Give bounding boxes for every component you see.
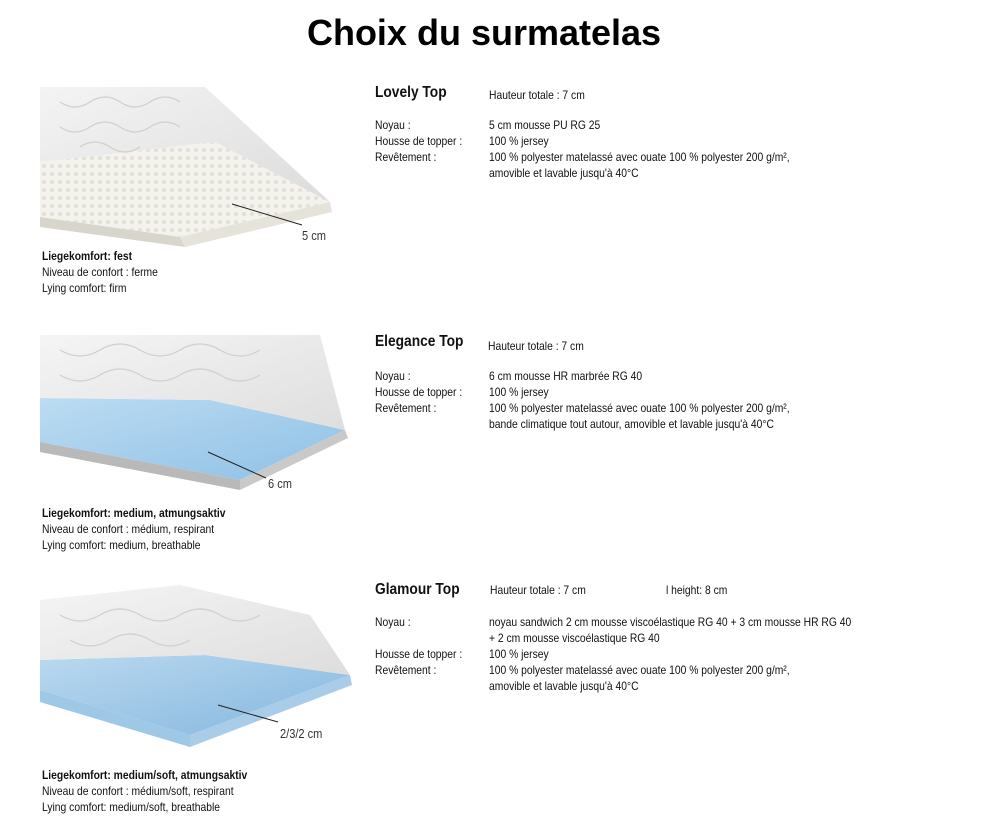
- spec-value: amovible et lavable jusqu'à 40°C: [489, 679, 639, 693]
- spec-value: 6 cm mousse HR marbrée RG 40: [489, 369, 643, 383]
- total-height-extra: l height: 8 cm: [666, 583, 728, 597]
- product-name-elegance-top: Elegance Top: [375, 333, 464, 350]
- comfort-en: Lying comfort: medium, breathable: [42, 538, 201, 552]
- glamour-top-image: [40, 585, 360, 755]
- thickness-label: 2/3/2 cm: [280, 726, 323, 741]
- elegance-top-image: [40, 330, 360, 500]
- spec-value: 100 % jersey: [489, 647, 549, 661]
- total-height: Hauteur totale : 7 cm: [490, 583, 586, 597]
- spec-value: amovible et lavable jusqu'à 40°C: [489, 166, 639, 180]
- total-height: Hauteur totale : 7 cm: [489, 88, 585, 102]
- spec-label: Revêtement :: [375, 663, 437, 677]
- spec-value: 100 % jersey: [489, 385, 549, 399]
- product-name-lovely-top: Lovely Top: [375, 84, 447, 101]
- comfort-de: Liegekomfort: medium, atmungsaktiv: [42, 506, 226, 520]
- comfort-en: Lying comfort: firm: [42, 281, 127, 295]
- lovely-top-specs: [375, 117, 839, 181]
- spec-value: 5 cm mousse PU RG 25: [489, 118, 601, 132]
- spec-value: 100 % jersey: [489, 134, 549, 148]
- comfort-fr: Niveau de confort : médium/soft, respirant: [42, 784, 234, 798]
- spec-label: Noyau :: [375, 615, 411, 629]
- spec-value: 100 % polyester matelassé avec ouate 100 % polyester 200 g/m²,: [489, 401, 790, 415]
- spec-label: Housse de topper :: [375, 134, 463, 148]
- lovely-top-image: [40, 82, 360, 252]
- lovely-top-comfort: [42, 248, 158, 296]
- thickness-label: 6 cm: [268, 476, 292, 491]
- comfort-de: Liegekomfort: fest: [42, 249, 133, 263]
- elegance-top-specs: [375, 368, 839, 432]
- spec-label: Revêtement :: [375, 150, 437, 164]
- page-title: Choix du surmatelas: [306, 12, 662, 53]
- glamour-top-comfort: [42, 767, 247, 815]
- comfort-fr: Niveau de confort : ferme: [42, 265, 158, 279]
- spec-label: Housse de topper :: [375, 647, 463, 661]
- spec-label: Housse de topper :: [375, 385, 463, 399]
- spec-label: Noyau :: [375, 118, 411, 132]
- product-name-glamour-top: Glamour Top: [375, 581, 460, 598]
- spec-value: noyau sandwich 2 cm mousse viscoélastique RG 40 + 3 cm mousse HR RG 40: [489, 615, 852, 629]
- comfort-en: Lying comfort: medium/soft, breathable: [42, 800, 221, 814]
- spec-value: + 2 cm mousse viscoélastique RG 40: [489, 631, 660, 645]
- spec-label: Revêtement :: [375, 401, 437, 415]
- spec-value: 100 % polyester matelassé avec ouate 100 % polyester 200 g/m²,: [489, 150, 790, 164]
- spec-value: bande climatique tout autour, amovible et lavable jusqu'à 40°C: [489, 417, 774, 431]
- elegance-top-comfort: [42, 505, 226, 553]
- comfort-fr: Niveau de confort : médium, respirant: [42, 522, 215, 536]
- glamour-top-specs: [375, 614, 910, 694]
- total-height: Hauteur totale : 7 cm: [488, 339, 584, 353]
- comfort-de: Liegekomfort: medium/soft, atmungsaktiv: [42, 768, 248, 782]
- spec-value: 100 % polyester matelassé avec ouate 100 % polyester 200 g/m²,: [489, 663, 790, 677]
- spec-label: Noyau :: [375, 369, 411, 383]
- thickness-label: 5 cm: [302, 228, 326, 243]
